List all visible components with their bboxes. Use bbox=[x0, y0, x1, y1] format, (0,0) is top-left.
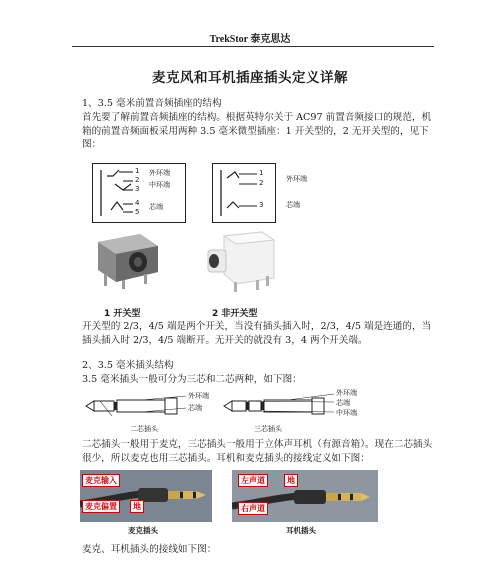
non-switched-jack-lines bbox=[213, 164, 275, 222]
pin-5-label: 5 bbox=[135, 208, 140, 216]
non-switched-jack-drawing bbox=[204, 226, 280, 294]
headphone-ground-tag: 地 bbox=[284, 474, 298, 487]
wiring-intro: 麦克、耳机插头的接线如下图： bbox=[82, 544, 217, 555]
switched-jack-drawing bbox=[92, 228, 164, 290]
pin-2-label: 2 bbox=[135, 176, 140, 184]
two-conductor-plug-diagram bbox=[82, 388, 232, 424]
section1-heading: 1、3.5 毫米前置音频插座的结构 bbox=[82, 98, 222, 109]
left-channel-tag: 左声道 bbox=[238, 474, 268, 487]
three-conductor-plug-lines bbox=[220, 388, 390, 424]
mic-bias-tag: 麦克偏置 bbox=[82, 500, 120, 513]
mic-plug-photo bbox=[80, 470, 212, 522]
mic-input-tag: 麦克输入 bbox=[82, 474, 120, 487]
outer-ring-label: 外环端 bbox=[336, 389, 357, 397]
section1-paragraph: 首先要了解前置音频插座的结构。根据英特尔关于 AC97 前置音频接口的规范，机箱的前置音频面板采用两种 3.5 毫米微型插座：1 开关型的，2 无开关型的，见下图： bbox=[82, 112, 432, 151]
non-switched-jack-photo bbox=[204, 226, 280, 294]
section2-heading: 2、3.5 毫米插头结构 bbox=[82, 360, 174, 371]
two-conductor-plug-caption: 二芯插头 bbox=[130, 425, 158, 433]
plug-usage-paragraph: 二芯插头一般用于麦克，三芯插头一般用于立体声耳机（有源音箱）。现在二芯插头很少，所以麦克也用三芯插头。耳机和麦克插头的接线定义如下图： bbox=[82, 439, 433, 464]
section2-paragraph: 3.5 毫米插头一般可分为三芯和二芯两种，如下图： bbox=[82, 374, 302, 385]
outer-ring-label: 外环端 bbox=[188, 392, 209, 400]
middle-ring-label: 中环端 bbox=[336, 409, 357, 417]
tip-label: 芯端 bbox=[188, 404, 202, 412]
switched-jack-photo bbox=[92, 228, 164, 290]
pin-2-label: 2 bbox=[259, 179, 264, 187]
middle-ring-label: 中环端 bbox=[149, 181, 170, 189]
pin-3-label: 3 bbox=[259, 201, 264, 209]
switched-jack-caption: 1 开关型 bbox=[104, 309, 141, 319]
tip-label: 芯端 bbox=[149, 203, 163, 211]
pin-4-label: 4 bbox=[135, 199, 140, 207]
mic-plug-caption: 麦克插头 bbox=[128, 526, 158, 535]
non-switched-jack-schematic bbox=[212, 163, 276, 223]
pin-1-label: 1 bbox=[259, 169, 264, 177]
outer-ring-label: 外环端 bbox=[286, 175, 307, 183]
headphone-plug-caption: 耳机插头 bbox=[286, 526, 316, 535]
three-conductor-plug-caption: 三芯插头 bbox=[254, 425, 282, 433]
right-channel-tag: 右声道 bbox=[238, 502, 268, 515]
doc-title: 麦克风和耳机插座插头定义详解 bbox=[152, 70, 348, 86]
tip-label: 芯端 bbox=[336, 399, 350, 407]
two-conductor-plug-lines bbox=[82, 388, 232, 424]
switched-jack-schematic bbox=[92, 163, 186, 223]
switch-explanation: 开关型的 2/3，4/5 端是两个开关，当没有插头插入时，2/3，4/5 端是连通的，当插头插入时 2/3，4/5 端断开。无开关的就没有 3，4 两个开关端。 bbox=[82, 321, 432, 346]
non-switched-jack-caption: 2 非开关型 bbox=[212, 309, 258, 319]
headphone-plug-photo bbox=[232, 470, 378, 522]
tip-label: 芯端 bbox=[286, 201, 300, 209]
three-conductor-plug-diagram bbox=[220, 388, 390, 424]
mic-ground-tag: 地 bbox=[130, 500, 144, 513]
page-header: TrekStor 泰克思达 bbox=[209, 34, 291, 45]
pin-3-label: 3 bbox=[135, 185, 140, 193]
pin-1-label: 1 bbox=[135, 167, 140, 175]
header-rule bbox=[72, 46, 434, 47]
outer-ring-label: 外环端 bbox=[149, 169, 170, 177]
